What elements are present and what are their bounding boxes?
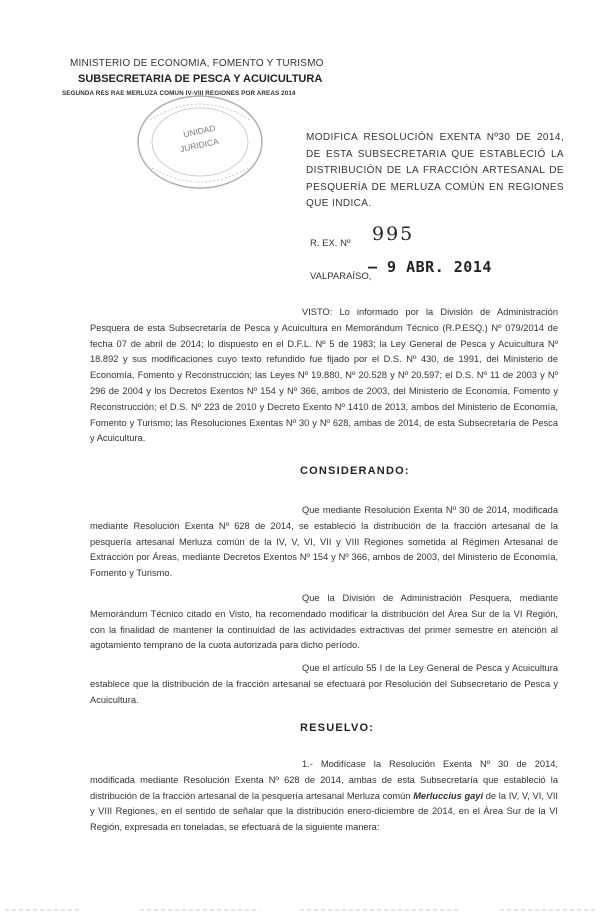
stamp-center-text <box>179 123 220 154</box>
document-reference: SEGUNDA RES RAE MERLUZA COMUN IV-VIII REGIONES POR AREAS 2014 <box>62 90 296 97</box>
resuelvo-item-1-text: 1.- Modifícase la Resolución Exenta Nº 30 de 2014, modificada mediante Resolución Exenta Nº 628 de 2014, ambas de esta Subsecretaría que estableció la distribución de la fracción artesanal de la pesquería artesanal Merluza común <box>90 759 558 801</box>
considerando-item-1: Que mediante Resolución Exenta Nº 30 de 2014, modificada mediante Resolución Exenta Nº 628 de 2014, se estableció la distribución de la fracción artesanal de la pesquería artesanal Merluza común de la IV, V, VI, VII y VIII Regiones sometida al Régimen Artesanal de Extracción por Áreas, mediante Decretos Exentos Nº 154 y Nº 366, ambos de 2003, del Ministerio de Economía, Fomento y Turismo. <box>90 505 558 579</box>
svg-text:JURIDICA: JURIDICA <box>179 136 220 155</box>
resolution-subject: MODIFICA RESOLUCIÓN EXENTA Nº30 DE 2014, DE ESTA SUBSECRETARIA QUE ESTABLECIÓ LA DISTRIBUCIÓN DE LA FRACCIÓN ARTESANAL DE PESQUERÍA DE MERLUZA COMÚN EN REGIONES QUE INDICA. <box>306 132 564 209</box>
considerando-item-2: Que la División de Administración Pesquera, mediante Memorándum Técnico citado en Visto, ha recomendado modificar la distribución del Área Sur de la VI Región, con la finalidad de mantener la continuidad de las actividades extractivas del primer semestre en atención al agotamiento temprano de la cuota autorizada para dicho período. <box>90 593 558 651</box>
svg-text:UNIDAD: UNIDAD <box>182 122 217 140</box>
considerando-item-3: Que el artículo 55 I de la Ley General de Pesca y Acuicultura establece que la distribución de la fracción artesanal se efectuará por Resolución del Subsecretario de Pesca y Acuicultura. <box>90 663 558 705</box>
resolution-city: VALPARAÍSO, <box>310 271 372 282</box>
resuelvo-item-1 <box>90 757 558 836</box>
subsecretaria-name: SUBSECRETARIA DE PESCA Y ACUICULTURA <box>78 73 323 85</box>
resuelvo-item-1-text-cont: de la IV, V, VI, VII y VIII Regiones, en el sentido de señalar que la distribución enero-diciembre de 2014, en el Área Sur de la VI Región, expresada en toneladas, se efectuará de la siguiente manera: <box>90 790 558 833</box>
resolution-number-label: R. EX. Nº <box>310 238 351 249</box>
scan-edge-artifact <box>0 904 600 916</box>
resolution-number: 995 <box>372 223 415 245</box>
species-name: Merluccius gayi <box>413 790 484 801</box>
visto-paragraph: VISTO: Lo informado por la División de Administración Pesquera de esta Subsecretaría de Pesca y Acuicultura en Memorándum Técnico (R.P.ESQ.) Nº 079/2014 de fecha 07 de abril de 2014; lo dispuesto en el D.F.L. Nº 5 de 1983; la Ley General de Pesca y Acuicultura Nº 18.892 y sus modificaciones cuyo texto refundido fue fijado por el D.S. Nº 430, de 1991, del Ministerio de Economía, Fomento y Reconstrucción; las Leyes Nº 19.880, Nº 20.528 y Nº 20.597; el D.S. Nº 11 de 2003 y Nº 296 de 2004 y los Decretos Exentos Nº 154 y Nº 366, ambos de 2003, del Ministerio de Economía, Fomento y Reconstrucción; el D.S. Nº 223 de 2010 y Decreto Exento Nº 1410 de 2013, ambos del Ministerio de Economía, Fomento y Turismo; las Resoluciones Exentas Nº 30 y Nº 628, ambas de 2014, de esta Subsecretaría de Pesca y Acuicultura. <box>90 307 558 444</box>
resuelvo-heading: RESUELVO: <box>300 722 375 734</box>
official-stamp <box>130 90 270 194</box>
ministry-name: MINISTERIO DE ECONOMIA, FOMENTO Y TURISMO <box>70 58 324 69</box>
considerando-heading: CONSIDERANDO: <box>300 465 410 477</box>
resolution-date: – 9 ABR. 2014 <box>368 258 492 276</box>
